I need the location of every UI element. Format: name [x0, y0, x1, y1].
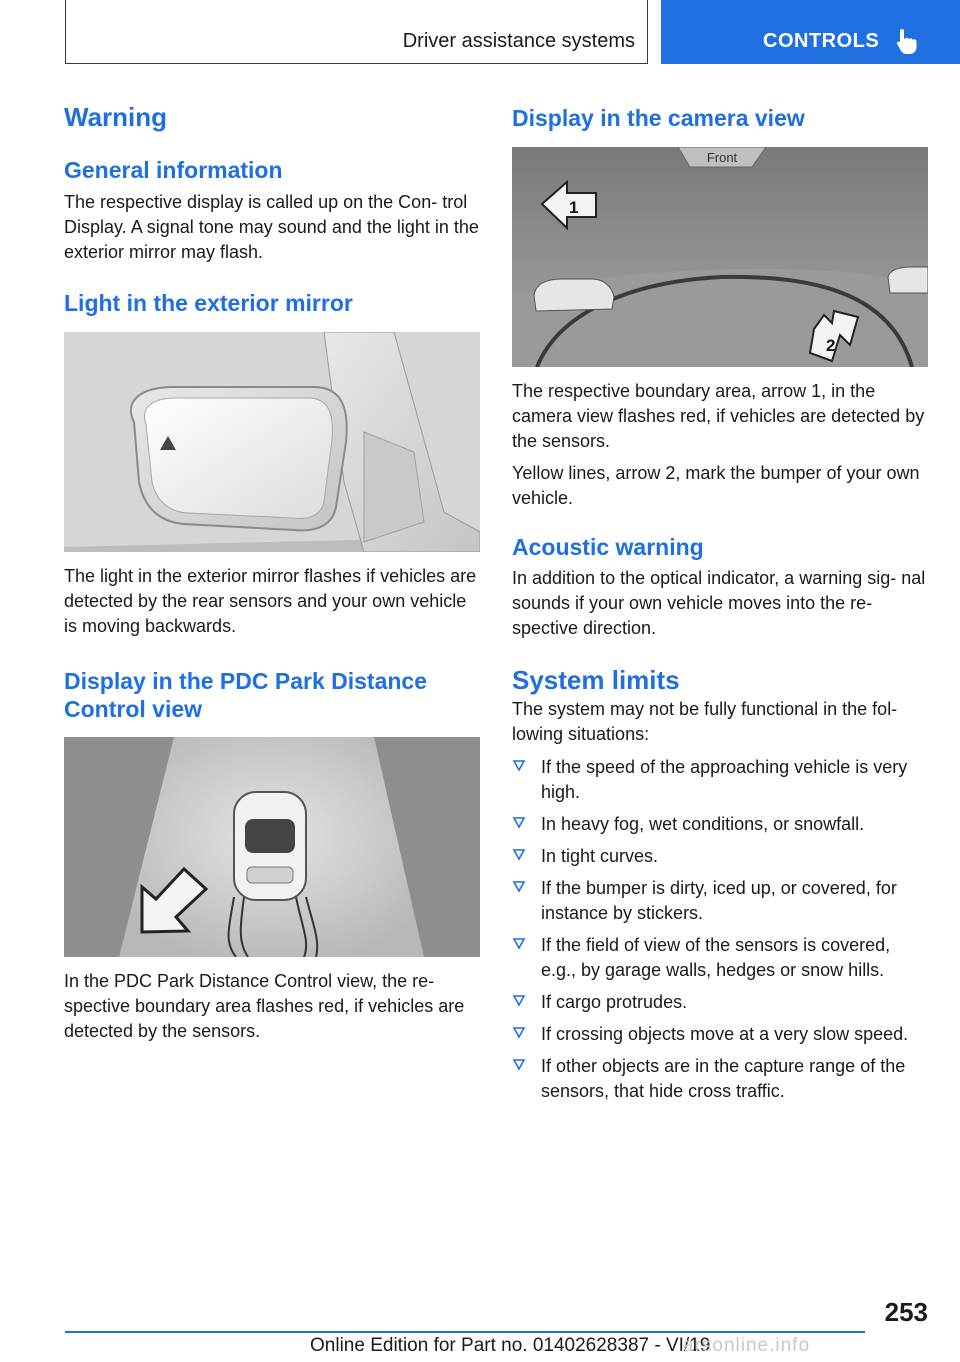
header-chapter-tab[interactable] — [661, 0, 960, 64]
camera-view-illustration — [512, 147, 928, 367]
exterior-mirror-text: The light in the exterior mirror flashes if vehicles are detected by the rear sensors and your own vehicle is moving backwards. — [64, 566, 477, 636]
heading-acoustic-warning: Acoustic warning — [512, 534, 704, 560]
arrow-2-label: 2 — [826, 336, 836, 355]
mirror-illustration — [64, 332, 480, 552]
triangle-bullet-icon — [512, 994, 526, 1008]
list-item: If the speed of the approaching vehicle is very high. — [512, 755, 928, 805]
list-item: If crossing objects move at a very slow speed. — [512, 1022, 928, 1047]
list-item: If the bumper is dirty, iced up, or covered, for instance by stickers. — [512, 876, 928, 926]
triangle-bullet-icon — [512, 1058, 526, 1072]
section-title: Driver assistance systems — [402, 30, 635, 52]
list-item: If other objects are in the capture range of the sensors, that hide cross traffic. — [512, 1054, 928, 1104]
chapter-label: CONTROLS — [763, 30, 880, 52]
heading-pdc-view: Display in the PDC Park Distance Control view — [64, 668, 428, 722]
list-item: In tight curves. — [512, 844, 928, 869]
heading-camera-view: Display in the camera view — [512, 105, 805, 131]
triangle-bullet-icon — [512, 816, 526, 830]
triangle-bullet-icon — [512, 1026, 526, 1040]
pdc-view-illustration — [64, 737, 480, 957]
triangle-bullet-icon — [512, 848, 526, 862]
header-section-box — [65, 0, 648, 64]
camera-view-text-2: Yellow lines, arrow 2, mark the bumper of your own vehicle. — [512, 463, 920, 508]
system-limits-list — [512, 755, 928, 1104]
triangle-bullet-icon — [512, 880, 526, 894]
camera-view-text-1: The respective boundary area, arrow 1, in the camera view flashes red, if vehicles are detected by the sensors. — [512, 381, 925, 451]
list-item: If cargo protrudes. — [512, 990, 928, 1015]
system-limits-intro: The system may not be fully functional in the fol‐ lowing situations: — [512, 699, 898, 744]
heading-system-limits: System limits — [512, 665, 680, 695]
footer-watermark: arsonline.info — [683, 1335, 811, 1356]
triangle-bullet-icon — [512, 759, 526, 773]
heading-general-information: General information — [64, 157, 283, 183]
general-information-text: The respective display is called up on the Con‐ trol Display. A signal tone may sound and the light in the exterior mirror may flash. — [64, 192, 479, 262]
arrow-1-label: 1 — [569, 198, 579, 217]
pdc-view-text: In the PDC Park Distance Control view, the re‐ spective boundary area flashes red, if vehicles are detected by the sensors. — [64, 971, 465, 1041]
list-item: If the field of view of the sensors is covered, e.g., by garage walls, hedges or snow hills. — [512, 933, 928, 983]
camera-front-label: Front — [706, 150, 738, 165]
footer-edition-text: Online Edition for Part no. 01402628387 - VI/19 — [310, 1335, 711, 1356]
left-column — [64, 100, 480, 1044]
footer-rule — [65, 1331, 865, 1333]
right-vehicle — [888, 267, 928, 293]
list-item: In heavy fog, wet conditions, or snowfall. — [512, 812, 928, 837]
pointing-hand-icon — [894, 27, 920, 55]
acoustic-warning-text: In addition to the optical indicator, a warning sig‐ nal sounds if your own vehicle moves into the re‐ spective direction. — [512, 568, 926, 638]
heading-warning: Warning — [64, 102, 168, 132]
page-number: 253 — [884, 1297, 928, 1327]
heading-exterior-mirror: Light in the exterior mirror — [64, 290, 353, 316]
left-vehicle — [534, 279, 614, 311]
right-column — [512, 100, 928, 1111]
triangle-bullet-icon — [512, 937, 526, 951]
